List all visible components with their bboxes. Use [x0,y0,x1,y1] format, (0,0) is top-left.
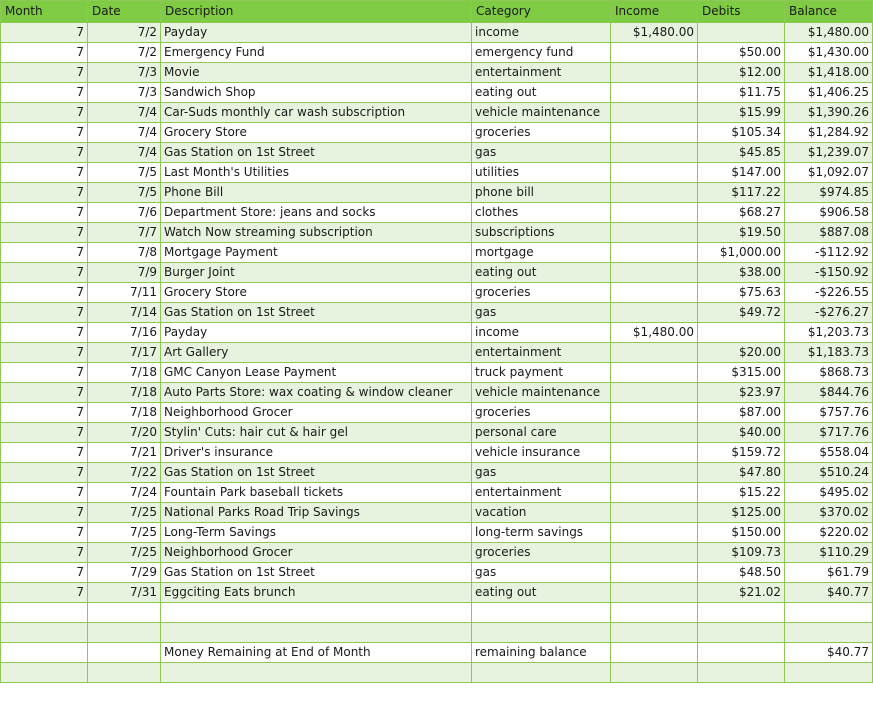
cell-balance[interactable]: $61.79 [785,563,873,583]
cell-description[interactable]: National Parks Road Trip Savings [161,503,472,523]
cell-month[interactable]: 7 [1,503,88,523]
cell-income[interactable] [611,143,698,163]
cell-debit[interactable]: $47.80 [698,463,785,483]
cell-month[interactable]: 7 [1,203,88,223]
table-header [1,1,873,23]
cell-date[interactable]: 7/3 [88,63,161,83]
table-row [1,23,873,43]
table-row [1,303,873,323]
cell-category[interactable]: mortgage [472,243,611,263]
cell-date[interactable]: 7/25 [88,503,161,523]
cell-category[interactable]: emergency fund [472,43,611,63]
cell-description[interactable]: Last Month's Utilities [161,163,472,183]
cell-month[interactable]: 7 [1,523,88,543]
cell-income[interactable] [611,463,698,483]
cell-debit[interactable]: $68.27 [698,203,785,223]
cell-category[interactable]: clothes [472,203,611,223]
cell-category[interactable]: vehicle maintenance [472,383,611,403]
cell-date[interactable]: 7/14 [88,303,161,323]
cell-category[interactable]: gas [472,563,611,583]
cell-month[interactable]: 7 [1,303,88,323]
cell-month[interactable]: 7 [1,363,88,383]
cell-category[interactable]: groceries [472,543,611,563]
cell-date[interactable]: 7/9 [88,263,161,283]
cell-balance[interactable]: $1,183.73 [785,343,873,363]
cell-debit[interactable]: $19.50 [698,223,785,243]
cell-income[interactable] [611,343,698,363]
cell-balance[interactable]: $40.77 [785,643,873,663]
header-row [1,1,873,23]
cell-month[interactable]: 7 [1,143,88,163]
cell-month[interactable]: 7 [1,423,88,443]
cell-month[interactable]: 7 [1,543,88,563]
cell-category[interactable]: income [472,23,611,43]
cell-date[interactable]: 7/29 [88,563,161,583]
cell-month[interactable]: 7 [1,223,88,243]
table-row [1,323,873,343]
cell-income[interactable] [611,363,698,383]
cell-category[interactable]: subscriptions [472,223,611,243]
column-header-balance[interactable]: Balance [785,1,873,23]
column-header-category[interactable]: Category [472,1,611,23]
column-header-income[interactable]: Income [611,1,698,23]
cell-debit[interactable]: $150.00 [698,523,785,543]
cell-category[interactable] [472,603,611,623]
table-row [1,343,873,363]
cell-debit[interactable]: $147.00 [698,163,785,183]
cell-debit[interactable] [698,663,785,683]
cell-month[interactable]: 7 [1,323,88,343]
table-row [1,443,873,463]
cell-description[interactable]: Grocery Store [161,123,472,143]
cell-debit[interactable]: $21.02 [698,583,785,603]
table-row [1,503,873,523]
cell-debit[interactable]: $105.34 [698,123,785,143]
cell-description[interactable]: Gas Station on 1st Street [161,143,472,163]
cell-description[interactable]: Car-Suds monthly car wash subscription [161,103,472,123]
cell-category[interactable]: gas [472,463,611,483]
cell-debit[interactable]: $315.00 [698,363,785,383]
cell-month[interactable]: 7 [1,163,88,183]
cell-category[interactable]: long-term savings [472,523,611,543]
cell-debit[interactable]: $15.99 [698,103,785,123]
table-row [1,283,873,303]
cell-income[interactable] [611,83,698,103]
cell-debit[interactable]: $38.00 [698,263,785,283]
cell-income[interactable] [611,563,698,583]
table-row [1,203,873,223]
cell-income[interactable] [611,623,698,643]
cell-date[interactable] [88,643,161,663]
table-row [1,663,873,683]
cell-month[interactable]: 7 [1,243,88,263]
cell-income[interactable]: $1,480.00 [611,23,698,43]
cell-income[interactable] [611,583,698,603]
cell-month[interactable]: 7 [1,83,88,103]
cell-category[interactable]: vehicle insurance [472,443,611,463]
cell-month[interactable]: 7 [1,443,88,463]
cell-month[interactable]: 7 [1,43,88,63]
cell-category[interactable]: entertainment [472,343,611,363]
cell-income[interactable] [611,603,698,623]
cell-description[interactable] [161,603,472,623]
cell-balance[interactable]: $110.29 [785,543,873,563]
cell-debit[interactable]: $49.72 [698,303,785,323]
table-row [1,143,873,163]
cell-balance[interactable]: $1,239.07 [785,143,873,163]
cell-category[interactable]: vehicle maintenance [472,103,611,123]
cell-debit[interactable]: $87.00 [698,403,785,423]
cell-category[interactable]: personal care [472,423,611,443]
table-row [1,183,873,203]
cell-balance[interactable] [785,663,873,683]
cell-income[interactable] [611,103,698,123]
cell-debit[interactable]: $48.50 [698,563,785,583]
column-header-month[interactable]: Month [1,1,88,23]
cell-debit[interactable]: $125.00 [698,503,785,523]
cell-income[interactable] [611,203,698,223]
cell-income[interactable] [611,403,698,423]
cell-balance[interactable]: $868.73 [785,363,873,383]
cell-month[interactable]: 7 [1,263,88,283]
cell-balance[interactable]: $887.08 [785,223,873,243]
cell-debit[interactable]: $23.97 [698,383,785,403]
cell-debit[interactable]: $50.00 [698,43,785,63]
cell-date[interactable]: 7/18 [88,403,161,423]
cell-income[interactable] [611,43,698,63]
cell-income[interactable] [611,543,698,563]
table-row [1,243,873,263]
cell-description[interactable]: Burger Joint [161,263,472,283]
cell-balance[interactable]: $1,092.07 [785,163,873,183]
cell-debit[interactable] [698,643,785,663]
cell-income[interactable] [611,123,698,143]
cell-balance[interactable]: $40.77 [785,583,873,603]
cell-description[interactable] [161,623,472,643]
table-row [1,463,873,483]
cell-income[interactable] [611,223,698,243]
table-row [1,83,873,103]
cell-balance[interactable]: $757.76 [785,403,873,423]
cell-debit[interactable] [698,323,785,343]
cell-debit[interactable]: $1,000.00 [698,243,785,263]
cell-category[interactable]: entertainment [472,483,611,503]
cell-description[interactable]: Department Store: jeans and socks [161,203,472,223]
cell-description[interactable]: Neighborhood Grocer [161,403,472,423]
cell-date[interactable]: 7/18 [88,363,161,383]
cell-date[interactable]: 7/25 [88,523,161,543]
cell-month[interactable]: 7 [1,63,88,83]
cell-date[interactable]: 7/24 [88,483,161,503]
cell-month[interactable] [1,623,88,643]
cell-date[interactable]: 7/7 [88,223,161,243]
cell-category[interactable]: phone bill [472,183,611,203]
cell-description[interactable]: Emergency Fund [161,43,472,63]
cell-date[interactable]: 7/20 [88,423,161,443]
table-row [1,563,873,583]
cell-balance[interactable]: $1,406.25 [785,83,873,103]
table-row [1,43,873,63]
column-header-debits[interactable]: Debits [698,1,785,23]
cell-income[interactable] [611,443,698,463]
cell-category[interactable]: groceries [472,403,611,423]
cell-date[interactable]: 7/6 [88,203,161,223]
cell-income[interactable] [611,303,698,323]
cell-date[interactable]: 7/4 [88,103,161,123]
table-row [1,103,873,123]
table-row [1,223,873,243]
cell-date[interactable]: 7/4 [88,143,161,163]
cell-description[interactable]: Gas Station on 1st Street [161,303,472,323]
cell-income[interactable] [611,263,698,283]
cell-income[interactable] [611,643,698,663]
cell-balance[interactable] [785,603,873,623]
cell-debit[interactable]: $20.00 [698,343,785,363]
cell-month[interactable]: 7 [1,383,88,403]
cell-category[interactable]: eating out [472,83,611,103]
cell-description[interactable]: Watch Now streaming subscription [161,223,472,243]
cell-balance[interactable]: $510.24 [785,463,873,483]
table-row [1,263,873,283]
cell-description[interactable]: Stylin' Cuts: hair cut & hair gel [161,423,472,443]
cell-debit[interactable]: $11.75 [698,83,785,103]
cell-month[interactable]: 7 [1,183,88,203]
cell-description[interactable]: Sandwich Shop [161,83,472,103]
cell-description[interactable]: Payday [161,323,472,343]
cell-month[interactable]: 7 [1,23,88,43]
cell-description[interactable]: Fountain Park baseball tickets [161,483,472,503]
column-header-description[interactable]: Description [161,1,472,23]
cell-debit[interactable]: $40.00 [698,423,785,443]
table-row [1,523,873,543]
cell-income[interactable] [611,243,698,263]
cell-date[interactable]: 7/11 [88,283,161,303]
cell-month[interactable]: 7 [1,283,88,303]
cell-date[interactable]: 7/4 [88,123,161,143]
cell-month[interactable]: 7 [1,123,88,143]
cell-date[interactable] [88,623,161,643]
cell-balance[interactable]: -$112.92 [785,243,873,263]
cell-description[interactable]: Phone Bill [161,183,472,203]
cell-description[interactable]: Grocery Store [161,283,472,303]
cell-description[interactable]: Money Remaining at End of Month [161,643,472,663]
table-row [1,603,873,623]
table-row [1,383,873,403]
table-row [1,123,873,143]
cell-date[interactable]: 7/8 [88,243,161,263]
cell-balance[interactable]: $370.02 [785,503,873,523]
cell-date[interactable]: 7/18 [88,383,161,403]
cell-category[interactable]: entertainment [472,63,611,83]
cell-description[interactable]: Mortgage Payment [161,243,472,263]
table-row [1,583,873,603]
cell-month[interactable]: 7 [1,463,88,483]
cell-category[interactable]: truck payment [472,363,611,383]
cell-category[interactable]: vacation [472,503,611,523]
cell-balance[interactable]: $1,418.00 [785,63,873,83]
cell-balance[interactable]: $558.04 [785,443,873,463]
cell-category[interactable]: groceries [472,283,611,303]
cell-month[interactable] [1,603,88,623]
table-row [1,63,873,83]
cell-balance[interactable]: $1,480.00 [785,23,873,43]
cell-balance[interactable]: $495.02 [785,483,873,503]
cell-category[interactable]: remaining balance [472,643,611,663]
cell-description[interactable]: Driver's insurance [161,443,472,463]
cell-category[interactable]: gas [472,143,611,163]
cell-date[interactable] [88,663,161,683]
cell-month[interactable]: 7 [1,563,88,583]
cell-debit[interactable]: $12.00 [698,63,785,83]
cell-debit[interactable] [698,623,785,643]
cell-balance[interactable]: $1,390.26 [785,103,873,123]
cell-month[interactable] [1,643,88,663]
cell-category[interactable]: utilities [472,163,611,183]
cell-debit[interactable]: $45.85 [698,143,785,163]
cell-description[interactable]: Neighborhood Grocer [161,543,472,563]
cell-debit[interactable]: $159.72 [698,443,785,463]
table-row [1,483,873,503]
cell-month[interactable]: 7 [1,583,88,603]
cell-category[interactable]: groceries [472,123,611,143]
cell-date[interactable]: 7/25 [88,543,161,563]
cell-date[interactable]: 7/5 [88,183,161,203]
cell-category[interactable]: gas [472,303,611,323]
cell-balance[interactable]: -$276.27 [785,303,873,323]
cell-debit[interactable]: $75.63 [698,283,785,303]
cell-date[interactable]: 7/2 [88,23,161,43]
cell-date[interactable]: 7/21 [88,443,161,463]
cell-description[interactable]: Art Gallery [161,343,472,363]
cell-date[interactable]: 7/3 [88,83,161,103]
cell-balance[interactable]: $844.76 [785,383,873,403]
column-header-date[interactable]: Date [88,1,161,23]
cell-description[interactable]: Payday [161,23,472,43]
cell-balance[interactable]: $1,284.92 [785,123,873,143]
cell-description[interactable]: Movie [161,63,472,83]
cell-debit[interactable]: $117.22 [698,183,785,203]
cell-month[interactable]: 7 [1,483,88,503]
cell-balance[interactable]: $220.02 [785,523,873,543]
cell-description[interactable]: GMC Canyon Lease Payment [161,363,472,383]
table-row [1,163,873,183]
table-row [1,643,873,663]
cell-month[interactable] [1,663,88,683]
cell-income[interactable] [611,663,698,683]
cell-month[interactable]: 7 [1,343,88,363]
cell-income[interactable] [611,383,698,403]
table-body [1,23,873,683]
cell-balance[interactable]: $906.58 [785,203,873,223]
table-row [1,543,873,563]
table-row [1,423,873,443]
cell-balance[interactable]: $974.85 [785,183,873,203]
cell-balance[interactable]: $1,430.00 [785,43,873,63]
cell-date[interactable]: 7/31 [88,583,161,603]
cell-category[interactable]: income [472,323,611,343]
cell-income[interactable] [611,423,698,443]
cell-income[interactable] [611,183,698,203]
cell-income[interactable] [611,63,698,83]
cell-date[interactable] [88,603,161,623]
table-row [1,623,873,643]
cell-date[interactable]: 7/16 [88,323,161,343]
cell-month[interactable]: 7 [1,103,88,123]
cell-debit[interactable] [698,23,785,43]
cell-income[interactable] [611,523,698,543]
cell-income[interactable] [611,163,698,183]
cell-description[interactable]: Eggciting Eats brunch [161,583,472,603]
cell-balance[interactable]: -$226.55 [785,283,873,303]
cell-date[interactable]: 7/17 [88,343,161,363]
cell-date[interactable]: 7/2 [88,43,161,63]
cell-income[interactable] [611,283,698,303]
cell-month[interactable]: 7 [1,403,88,423]
cell-debit[interactable]: $15.22 [698,483,785,503]
table-row [1,363,873,383]
cell-category[interactable]: eating out [472,263,611,283]
table-row [1,403,873,423]
cell-balance[interactable] [785,623,873,643]
cell-income[interactable] [611,503,698,523]
cell-balance[interactable]: $1,203.73 [785,323,873,343]
cell-debit[interactable]: $109.73 [698,543,785,563]
cell-income[interactable]: $1,480.00 [611,323,698,343]
cell-balance[interactable]: $717.76 [785,423,873,443]
cell-category[interactable] [472,663,611,683]
cell-date[interactable]: 7/5 [88,163,161,183]
cell-debit[interactable] [698,603,785,623]
cell-category[interactable] [472,623,611,643]
cell-description[interactable]: Long-Term Savings [161,523,472,543]
cell-category[interactable]: eating out [472,583,611,603]
cell-description[interactable] [161,663,472,683]
cell-balance[interactable]: -$150.92 [785,263,873,283]
cell-description[interactable]: Auto Parts Store: wax coating & window cleaner [161,383,472,403]
cell-income[interactable] [611,483,698,503]
cell-description[interactable]: Gas Station on 1st Street [161,563,472,583]
cell-description[interactable]: Gas Station on 1st Street [161,463,472,483]
cell-date[interactable]: 7/22 [88,463,161,483]
